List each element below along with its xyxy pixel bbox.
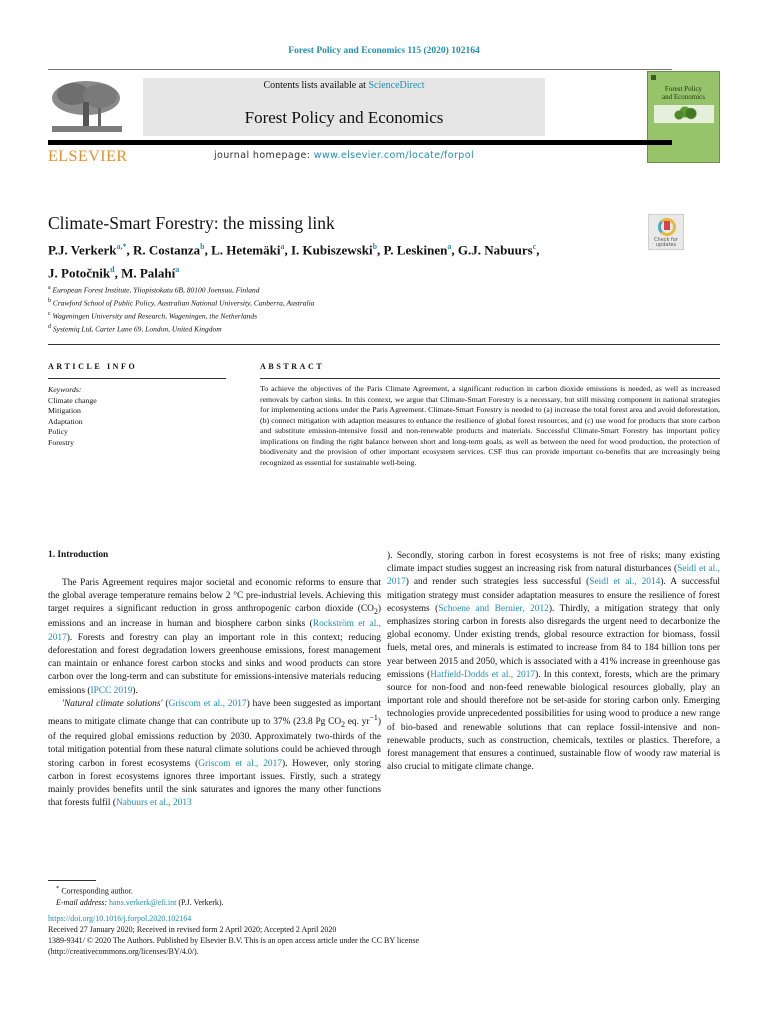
crossmark-label [649, 238, 683, 248]
text: ) emissions and an increase in human and biosphere carbon sinks ( [48, 604, 381, 630]
article-info-heading: ARTICLE INFO [48, 362, 138, 371]
text: ). A successful mitigation strategy must consider adaptation measures to ensure the resilience of forest ecosystems ( [387, 577, 720, 614]
paragraph-continued [387, 550, 720, 774]
divider [48, 378, 226, 379]
citation-link[interactable]: Rockström et al., 2017 [48, 619, 381, 643]
section-heading: 1. Introduction [48, 550, 109, 560]
author-affiliation-link[interactable]: b [200, 242, 205, 251]
text: ). In this context, forests, which are the primary source for non-food and non-feed renewable biological resources globally, play an important role and should therefore not be set-aside for storing carbon only. Emerging technologies provide unprecedented possibilities for using wood to produce a new range of bio-based and renewable solutions that can replace fossil-intensive and non-renewable products, such as construction, chemicals, textiles or plastics. Therefore, a forest management that ensures a continued, sustainable flow of woody raw material is also crucial to mitigate climate change. [387, 669, 720, 773]
corresponding-author-note [56, 883, 224, 897]
journal-cover-thumbnail[interactable] [647, 71, 720, 163]
divider [48, 344, 720, 345]
contents-line [143, 80, 545, 91]
abstract-heading: ABSTRACT [260, 362, 325, 371]
text: ). [132, 685, 138, 696]
author[interactable]: P. Leskinen [383, 242, 448, 258]
keyword[interactable]: Climate change [48, 395, 97, 405]
divider [260, 378, 720, 379]
affiliation-text: Crawford School of Public Policy, Australian National University, Canberra, Australia [52, 298, 315, 308]
email-label: E-mail address: [56, 897, 108, 907]
text: ). Forests and forestry can play an important role in this context; reducing deforestation and forest degradation lowers greenhouse emissions, forest management can maintain or enhance forest carbon stocks and sinks and wood products can store carbon over the long-term and can substitute for emissions-intensive materials reducing emissions ( [48, 632, 381, 696]
superscript: −1 [369, 712, 378, 722]
affiliation [48, 309, 314, 322]
text: ). Secondly, storing carbon in forest ecosystems is not free of risks; many existing climate impact studies suggest an increasing risk from natural disturbances ( [387, 551, 720, 575]
affiliation-key: b [48, 298, 51, 304]
text: ) and render such strategies less successful ( [405, 577, 590, 588]
author[interactable]: L. Hetemäki [211, 242, 281, 258]
check-for-updates-button[interactable] [648, 214, 684, 250]
affiliations [48, 283, 314, 335]
body-column-left [48, 577, 381, 810]
affiliation-text: European Forest Institute, Yliopistokatu 6B, 80100 Joensuu, Finland [52, 285, 260, 295]
citation-link[interactable]: Hatfield-Dodds et al., 2017 [430, 669, 536, 680]
subscript: 2 [341, 719, 346, 729]
license-link[interactable]: (http://creativecommons.org/licenses/BY/4.0/). [48, 947, 199, 956]
author-list: P.J. Verkerk$^{a,*}$, R. Costanza$^b$, L. Hetemäki$^a$, I. Kubiszewski$^b$, P. Leskinen$^a$, G.J. Nabuurs$^c$, J. Potočnik$^d$, M. Palahí$^a$ [48, 242, 540, 281]
citation-link[interactable]: Schoene and Bernier, 2012 [438, 603, 549, 614]
author[interactable]: M. Palahí [121, 265, 176, 281]
elsevier-tree-logo-icon[interactable] [48, 78, 126, 136]
author-affiliation-link[interactable]: a [175, 265, 180, 275]
affiliation [48, 322, 314, 335]
citation-link[interactable]: Nabuurs et al., 2013 [115, 798, 192, 809]
citation-link[interactable]: Seidl et al., 2014 [589, 577, 661, 588]
sciencedirect-link[interactable]: ScienceDirect [368, 80, 425, 91]
crossmark-line1: Check for [654, 237, 678, 243]
crossmark-bookmark-icon [664, 221, 670, 230]
email-link[interactable]: hans.verkerk@efi.int [109, 897, 177, 907]
affiliation-key: a [48, 285, 51, 291]
affiliation [48, 283, 314, 296]
emphasis: 'Natural climate solutions' [62, 698, 163, 709]
contents-prefix: Contents lists available at [263, 80, 369, 91]
cover-trees-icon [670, 106, 700, 121]
doi-link[interactable]: https://doi.org/10.1016/j.forpol.2020.102164 [48, 914, 192, 923]
citation-link[interactable]: Griscom et al., 2017 [198, 758, 282, 769]
author-affiliation-link[interactable]: a [280, 242, 285, 251]
keyword[interactable]: Forestry [48, 437, 74, 447]
affiliation-key: d [48, 324, 51, 330]
text: ). Thirdly, a mitigation strategy that only emphasizes storing carbon in forests also disregards the urgent need to decarbonize the global economy. Under existing trends, global resource extraction for biomass, fossil fuels, metal ores, and minerals is estimated to increase from 84 to 184 billion tons per year between 2015 and 2050, which is associated with a 41% increase in greenhouse gas emissions ( [387, 603, 720, 680]
journal-homepage-line [143, 150, 545, 161]
copyright-notice: 1389-9341/ © 2020 The Authors. Published by Elsevier B.V. This is an open access article under the CC BY license [48, 936, 420, 945]
paper-title: Climate-Smart Forestry: the missing link [48, 213, 335, 233]
journal-title: Forest Policy and Economics [244, 108, 444, 127]
paragraph [48, 698, 381, 811]
received-dates: Received 27 January 2020; Received in revised form 2 April 2020; Accepted 2 April 2020 [48, 925, 337, 934]
author[interactable]: P.J. Verkerk [48, 242, 117, 258]
running-head[interactable]: Forest Policy and Economics 115 (2020) 102164 [288, 46, 480, 56]
crossmark-line2: updates [655, 242, 677, 248]
subscript: 2 [373, 607, 378, 617]
text: ( [162, 698, 169, 709]
author[interactable]: J. Potočnik [48, 265, 111, 281]
footnote-marker: * [56, 885, 60, 892]
text: The Paris Agreement requires major societal and economic reforms to ensure that the global average temperature remains below 2 °C pre-industrial levels. Achieving this target requires a significant reduction in gross anthropogenic carbon dioxide (CO [48, 578, 381, 615]
footnote [56, 883, 224, 908]
cover-publisher-icon [651, 75, 656, 80]
citation-link[interactable]: Seidl et al., 2017 [387, 564, 720, 588]
keywords-label: Keywords: [48, 385, 82, 394]
affiliation [48, 296, 314, 309]
journal-homepage-link[interactable]: www.elsevier.com/locate/forpol [313, 150, 474, 161]
author[interactable]: I. Kubiszewski [290, 242, 373, 258]
cover-title-line1: Forest Policy [664, 85, 703, 93]
author-affiliation-link[interactable]: a,* [116, 242, 127, 251]
affiliation-text: Wageningen University and Research, Wageningen, the Netherlands [52, 311, 258, 321]
author-affiliation-link[interactable]: a [447, 242, 452, 251]
elsevier-wordmark [48, 146, 128, 166]
citation-link[interactable]: IPCC 2019 [90, 685, 133, 696]
author-affiliation-link[interactable]: b [372, 242, 378, 251]
author-affiliation-link[interactable]: c [532, 242, 537, 251]
keyword[interactable]: Policy [48, 427, 68, 437]
homepage-prefix: journal homepage: [214, 150, 314, 161]
text: ) have been suggested as important means to mitigate climate change that can contribute up to 37% (23.8 Pg CO [48, 698, 381, 728]
paragraph [48, 577, 381, 698]
citation-link[interactable]: Griscom et al., 2017 [168, 698, 247, 709]
email-suffix: (P.J. Verkerk). [176, 897, 224, 907]
masthead-rule [48, 140, 672, 145]
publication-info [48, 913, 419, 957]
author[interactable]: R. Costanza [133, 242, 201, 258]
affiliation-key: c [48, 311, 51, 317]
cover-title-line2: and Economics [662, 93, 705, 101]
publisher-name: ELSEVIER [48, 148, 128, 165]
text: ). However, only storing carbon in forest ecosystems ignores three important issues. Firstly, such a strategy mainly provides benefits until the sink saturates and ignores the many other functions that forests fulfil ( [48, 758, 381, 809]
footnote-divider [48, 880, 96, 881]
author[interactable]: G.J. Nabuurs [457, 242, 533, 258]
author-affiliation-link[interactable]: d [110, 265, 115, 275]
abstract-text: To achieve the objectives of the Paris Climate Agreement, a significant reduction in carbon dioxide emissions is needed, as well as increased removals by carbon sinks. In this context, we argue that Climate-Smart Forestry is a necessary, but still missing component in national strategies for implementing actions under the Paris Agreement. Climate-Smart Forestry is needed to (a) increase the total forest area and avoid deforestation, (b) connect mitigation with adaption measures to enhance the resilience of global forest resources, and (c) use wood for products that store carbon and substitute emission-intensive fossil and non-renewable products and materials. Successful Climate-Smart Forestry has important policy implications on finding the right balance between short and long-term goals, as well as between the need for wood production, the protection of biodiversity and the provision of other important ecosystem services. CSF thus can provide important co-benefits that are increasingly being recognized as essential for sustainable well-being. [260, 384, 720, 467]
keyword[interactable]: Adaptation [48, 416, 83, 426]
text: ) of the required global emissions reduction by 2030. Approximately two-thirds of the total mitigation potential from these natural climate solutions could be achieved through storing carbon in forest ecosystems ( [48, 717, 381, 769]
keyword[interactable]: Mitigation [48, 406, 81, 416]
body-column-right [387, 550, 720, 774]
corresponding-label: Corresponding author. [61, 886, 133, 896]
text: eq. yr [345, 717, 370, 728]
cover-title [648, 85, 719, 101]
email-line [56, 897, 224, 908]
keywords-list [48, 385, 97, 449]
affiliation-text: Systemiq Ltd, Carter Lane 69, London, United Kingdom [52, 324, 222, 334]
